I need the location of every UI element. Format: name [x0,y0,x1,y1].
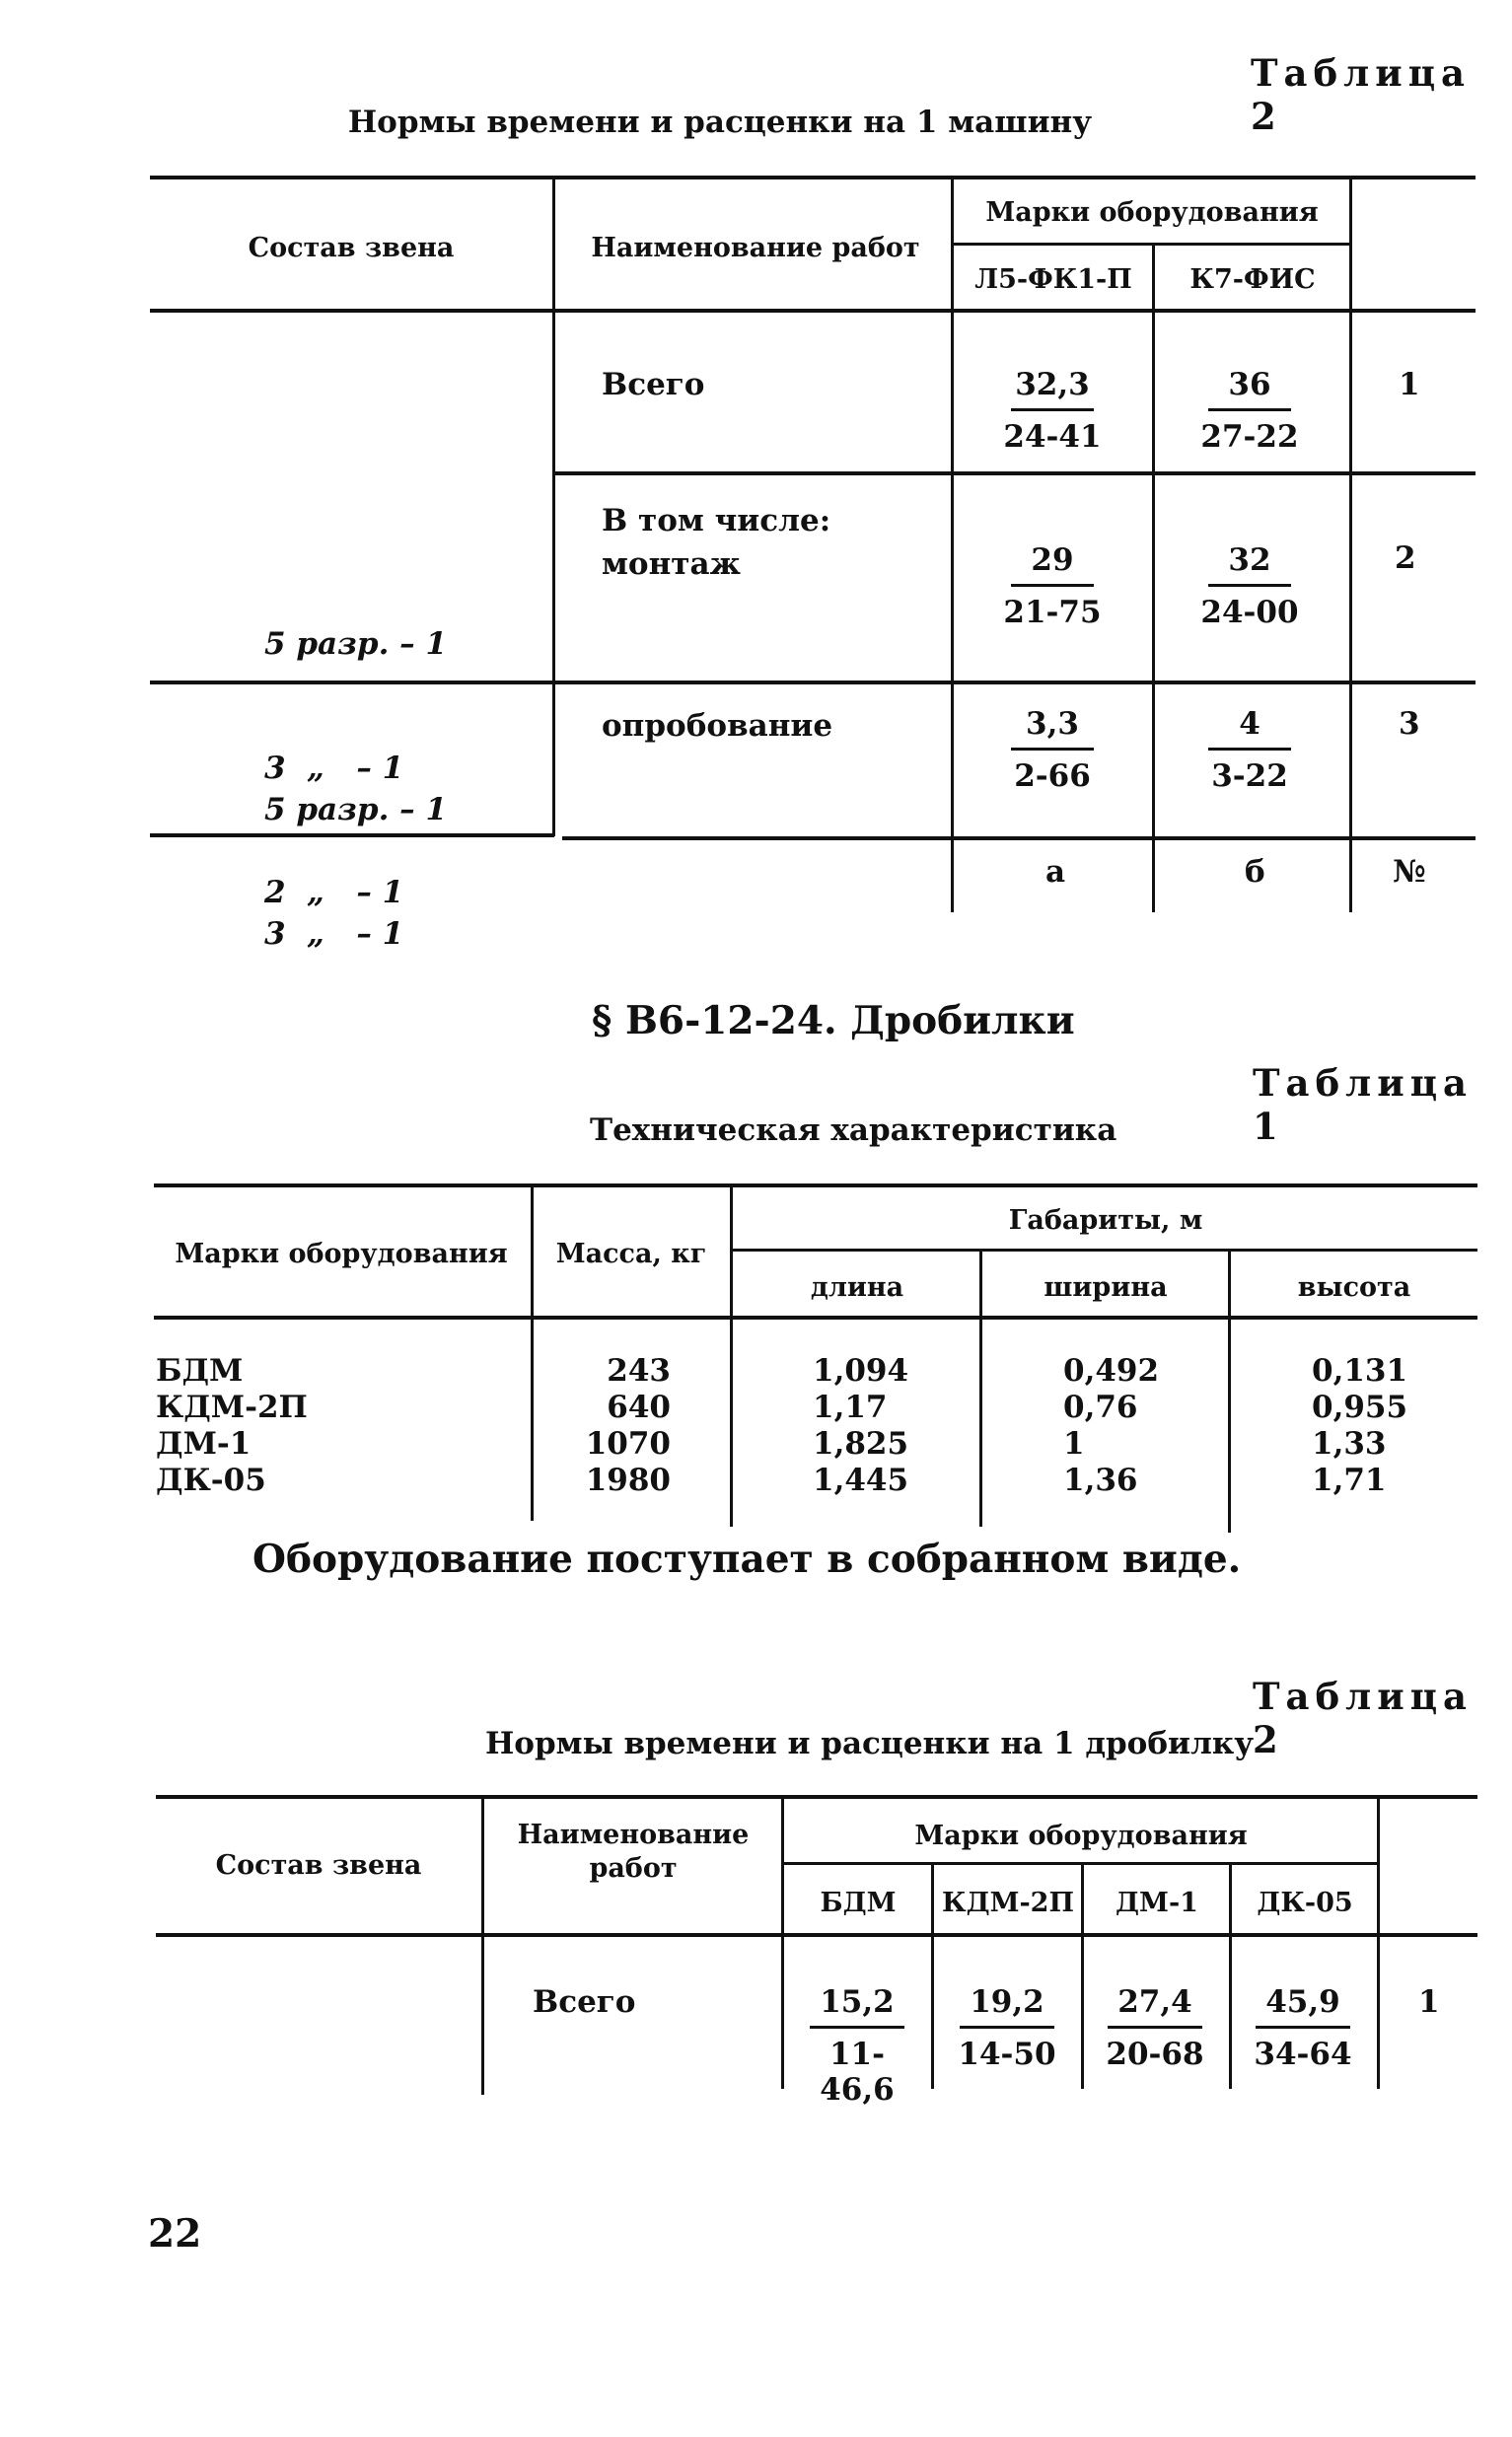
price: 24-00 [1200,595,1299,630]
header-equipment: Марки оборудования [985,197,1319,228]
table-title: Нормы времени и расценки на 1 дробилку [485,1726,1255,1761]
rule [554,471,1476,475]
column-letter: а [1045,854,1066,890]
table-cell: 1070 [585,1426,671,1462]
header-model-1: Л5-ФК1-П [974,264,1132,295]
vline [1377,1797,1380,2089]
time-norm: 29 [1031,542,1074,578]
table-cell: 1,825 [813,1426,909,1462]
vline [931,1864,934,2089]
header-model-2: К7-ФИС [1189,264,1316,295]
table-label: Таблица 1 [1253,1061,1474,1148]
crew-line: 2 „ – 1 [264,875,404,910]
section-title: § В6-12-24. Дробилки [592,998,1075,1043]
header-model: КДМ-2П [942,1888,1074,1918]
crew-line: 3 „ – 1 [264,916,404,952]
header-height: высота [1297,1272,1411,1303]
crew-line: 5 разр. – 1 [264,792,448,827]
rule [156,1933,1477,1937]
header-model: ДМ-1 [1116,1888,1198,1918]
vline [1229,1864,1232,2089]
table-label: Таблица 2 [1251,51,1472,138]
header-work [487,1819,779,1886]
price: 24-41 [1003,419,1102,455]
page-number: 22 [148,2211,202,2257]
crew-composition [264,706,447,996]
rate-cell [988,706,1116,794]
vline [552,178,555,836]
rate-cell [1239,1984,1367,2072]
mass-column [533,1353,671,1499]
vline [1152,245,1155,912]
table-cell: 0,492 [1063,1353,1160,1389]
rule [150,309,1476,313]
rate-cell [1091,1984,1219,2072]
header-crew: Состав звена [215,1850,422,1881]
price: 2-66 [1014,758,1091,794]
header-line: работ [589,1853,678,1884]
price: 21-75 [1003,595,1102,630]
width-column [1063,1353,1159,1499]
table-title: Нормы времени и расценки на 1 машину [347,105,1093,140]
work-name: Всего [602,367,705,402]
time-norm: 3,3 [1026,706,1079,742]
row-number: 2 [1395,540,1416,576]
table-cell: 1,445 [813,1463,909,1498]
header-length: длина [810,1272,904,1303]
work-line: В том числе: [602,503,831,538]
table-cell: 1 [1063,1426,1085,1462]
rule [781,1862,1377,1865]
header-equipment: Марки оборудования [914,1821,1248,1851]
row-number: 1 [1399,367,1420,402]
price: 27-22 [1200,419,1299,455]
rule [156,1795,1477,1799]
time-norm: 15,2 [820,1984,895,2020]
rule [154,1183,1477,1187]
table-cell: ДК-05 [156,1463,266,1498]
vline [1081,1864,1084,2089]
rule [150,833,554,837]
work-name: Всего [533,1984,636,2020]
price: 11-46,6 [820,2037,895,2108]
table-cell: 243 [607,1353,671,1389]
header-model: ДК-05 [1257,1888,1353,1918]
table-title: Техническая характеристика [590,1112,1117,1148]
time-norm: 45,9 [1265,1984,1340,2020]
time-norm: 32,3 [1015,367,1090,402]
header-work: Наименование работ [591,233,920,263]
vline [730,1185,733,1527]
time-norm: 27,4 [1117,1984,1192,2020]
table-cell: 1,17 [813,1390,888,1425]
price: 14-50 [958,2037,1056,2072]
column-letter: № [1393,854,1426,890]
vline [979,1251,982,1527]
table-cell: 0,76 [1063,1390,1138,1425]
header-line: Наименование [517,1820,750,1850]
price: 34-64 [1254,2037,1352,2072]
rate-cell [1186,542,1314,630]
rule [154,1316,1477,1320]
header-width: ширина [1044,1272,1168,1303]
vline [951,178,954,912]
time-norm: 19,2 [970,1984,1044,2020]
table-cell: 1,36 [1063,1463,1138,1498]
table-cell: 1,094 [813,1353,909,1389]
table-cell: 640 [607,1390,671,1425]
table-cell: 0,955 [1312,1390,1408,1425]
table-cell: БДМ [156,1353,244,1389]
header-crew: Состав звена [248,233,455,263]
header-dimensions: Габариты, м [1008,1205,1203,1236]
rule [150,681,1476,684]
price: 3-22 [1211,758,1288,794]
table-cell: 1980 [585,1463,671,1498]
table-cell: 1,33 [1312,1426,1387,1462]
rule [732,1249,1477,1252]
vline [781,1797,784,2089]
height-column [1312,1353,1407,1499]
work-name [602,499,830,586]
work-line: монтаж [602,546,741,582]
rate-cell [1186,706,1314,794]
row-number: 1 [1418,1984,1440,2020]
header-model: БДМ [820,1888,897,1918]
rate-cell [988,367,1116,455]
table-label: Таблица 2 [1253,1675,1474,1761]
note-text: Оборудование поступает в собранном виде. [252,1537,1242,1582]
length-column [813,1353,908,1499]
column-letter: б [1245,854,1265,890]
crew-line: 5 разр. – 1 [264,626,448,662]
rate-cell [988,542,1116,630]
table-cell: КДМ-2П [156,1390,308,1425]
vline [1349,178,1352,912]
row-number: 3 [1399,706,1420,742]
table-cell: ДМ-1 [156,1426,252,1462]
time-norm: 36 [1228,367,1271,402]
time-norm: 4 [1239,706,1260,742]
rule [562,836,1476,840]
header-mass: Масса, кг [555,1239,707,1269]
rate-cell [793,1984,921,2108]
price: 20-68 [1106,2037,1204,2072]
vline [481,1797,484,2095]
table-cell: 1,71 [1312,1463,1387,1498]
work-name: опробование [602,708,833,744]
time-norm: 32 [1228,542,1271,578]
equipment-list [156,1353,308,1499]
header-equipment: Марки оборудования [175,1239,508,1269]
table-cell: 0,131 [1312,1353,1408,1389]
rate-cell [1186,367,1314,455]
vline [1228,1251,1231,1533]
crew-line: 3 „ – 1 [264,751,404,786]
rule [150,176,1476,179]
rate-cell [943,1984,1071,2072]
